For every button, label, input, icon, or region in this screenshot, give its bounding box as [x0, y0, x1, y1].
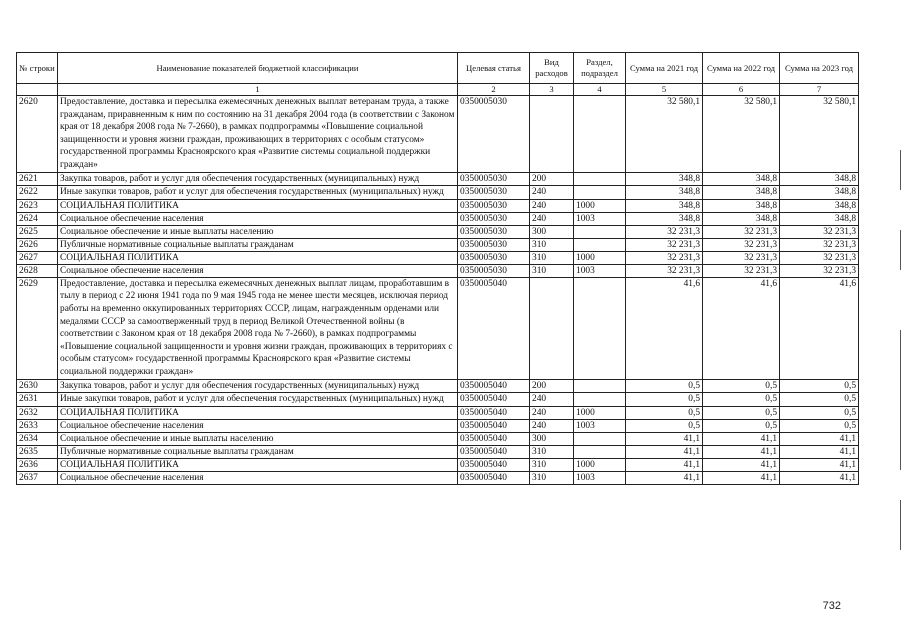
sum-2023-cell: 348,8 — [780, 186, 859, 200]
header-number-blank — [17, 84, 58, 96]
row-number-cell: 2635 — [17, 445, 58, 458]
sum-2021-cell: 41,1 — [626, 445, 703, 458]
target-article-cell: 0350005040 — [458, 277, 530, 379]
sum-2023-cell: 41,1 — [780, 458, 859, 471]
section-cell: 1000 — [574, 406, 626, 419]
sum-2023-cell: 41,1 — [780, 471, 859, 484]
expense-type-cell: 310 — [530, 445, 574, 458]
sum-2021-cell: 41,6 — [626, 277, 703, 379]
row-number-cell: 2636 — [17, 458, 58, 471]
scan-edge-mark — [900, 230, 901, 270]
expense-type-cell: 310 — [530, 458, 574, 471]
section-cell — [574, 432, 626, 445]
section-cell: 1003 — [574, 419, 626, 432]
target-article-cell: 0350005040 — [458, 393, 530, 407]
table-row — [17, 186, 859, 200]
expense-type-cell: 300 — [530, 432, 574, 445]
indicator-name-cell: Публичные нормативные социальные выплаты гражданам — [58, 238, 458, 251]
target-article-cell: 0350005030 — [458, 251, 530, 264]
sum-2021-cell: 0,5 — [626, 379, 703, 393]
table-row — [17, 432, 859, 445]
target-article-cell: 0350005030 — [458, 225, 530, 238]
indicator-name-cell: Социальное обеспечение населения — [58, 264, 458, 277]
indicator-name-cell: СОЦИАЛЬНАЯ ПОЛИТИКА — [58, 251, 458, 264]
expense-type-cell: 240 — [530, 199, 574, 212]
header-number-6: 6 — [703, 84, 780, 96]
header-expense-type: Вид расходов — [530, 53, 574, 84]
sum-2021-cell: 41,1 — [626, 471, 703, 484]
sum-2022-cell: 32 231,3 — [703, 251, 780, 264]
expense-type-cell: 300 — [530, 225, 574, 238]
section-cell: 1003 — [574, 471, 626, 484]
sum-2021-cell: 41,1 — [626, 432, 703, 445]
sum-2022-cell: 348,8 — [703, 186, 780, 200]
target-article-cell: 0350005040 — [458, 471, 530, 484]
header-name: Наименование показателей бюджетной классификации — [58, 53, 458, 84]
target-article-cell: 0350005040 — [458, 458, 530, 471]
indicator-name-cell: Иные закупки товаров, работ и услуг для обеспечения государственных (муниципальных) нужд — [58, 393, 458, 407]
section-cell: 1000 — [574, 199, 626, 212]
sum-2021-cell: 32 231,3 — [626, 264, 703, 277]
section-cell — [574, 186, 626, 200]
scan-edge-mark — [900, 150, 901, 190]
table-row — [17, 212, 859, 225]
indicator-name-cell: СОЦИАЛЬНАЯ ПОЛИТИКА — [58, 406, 458, 419]
table-row — [17, 471, 859, 484]
row-number-cell: 2621 — [17, 172, 58, 186]
sum-2023-cell: 32 231,3 — [780, 238, 859, 251]
indicator-name-cell: Предоставление, доставка и пересылка ежемесячных денежных выплат лицам, проработавшим в тылу в период с 22 июня 1941 года по 9 мая 1945 года не менее шести месяцев, исключая период работы на временно оккупированных территориях СССР, лицам, награжденным орденами или медалями СССР за самоотверженный труд в период Великой Отечественной войны (в соответствии с Законом края от 18 декабря 2008 года № 7-2660), в рамках подпрограммы «Повышение социальной защищенности и уровня жизни граждан, проживающих в территориях с особым статусом» государственной программы Красноярского края «Развитие системы социальной поддержки граждан» — [58, 277, 458, 379]
row-number-cell: 2634 — [17, 432, 58, 445]
row-number-cell: 2628 — [17, 264, 58, 277]
sum-2023-cell: 0,5 — [780, 393, 859, 407]
row-number-cell: 2623 — [17, 199, 58, 212]
header-number-2: 2 — [458, 84, 530, 96]
sum-2023-cell: 0,5 — [780, 379, 859, 393]
target-article-cell: 0350005040 — [458, 432, 530, 445]
header-number-3: 3 — [530, 84, 574, 96]
header-number-7: 7 — [780, 84, 859, 96]
sum-2023-cell: 41,6 — [780, 277, 859, 379]
section-cell — [574, 277, 626, 379]
expense-type-cell: 310 — [530, 251, 574, 264]
sum-2023-cell: 41,1 — [780, 445, 859, 458]
sum-2022-cell: 41,1 — [703, 471, 780, 484]
sum-2023-cell: 348,8 — [780, 212, 859, 225]
row-number-cell: 2632 — [17, 406, 58, 419]
expense-type-cell — [530, 96, 574, 173]
table-row — [17, 419, 859, 432]
expense-type-cell: 240 — [530, 419, 574, 432]
indicator-name-cell: Публичные нормативные социальные выплаты гражданам — [58, 445, 458, 458]
expense-type-cell: 200 — [530, 172, 574, 186]
table-header — [17, 53, 859, 96]
section-cell — [574, 445, 626, 458]
sum-2023-cell: 32 231,3 — [780, 251, 859, 264]
row-number-cell: 2630 — [17, 379, 58, 393]
row-number-cell: 2624 — [17, 212, 58, 225]
expense-type-cell: 240 — [530, 393, 574, 407]
sum-2022-cell: 0,5 — [703, 406, 780, 419]
sum-2022-cell: 0,5 — [703, 393, 780, 407]
page-number: 732 — [822, 600, 841, 612]
expense-type-cell: 310 — [530, 264, 574, 277]
header-number-5: 5 — [626, 84, 703, 96]
row-number-cell: 2622 — [17, 186, 58, 200]
indicator-name-cell: Социальное обеспечение населения — [58, 419, 458, 432]
indicator-name-cell: Социальное обеспечение населения — [58, 212, 458, 225]
table-row — [17, 172, 859, 186]
sum-2021-cell: 32 580,1 — [626, 96, 703, 173]
indicator-name-cell: СОЦИАЛЬНАЯ ПОЛИТИКА — [58, 199, 458, 212]
header-sum-2022: Сумма на 2022 год — [703, 53, 780, 84]
sum-2023-cell: 348,8 — [780, 172, 859, 186]
table-body — [17, 96, 859, 485]
sum-2021-cell: 32 231,3 — [626, 225, 703, 238]
table-row — [17, 277, 859, 379]
sum-2022-cell: 41,6 — [703, 277, 780, 379]
sum-2021-cell: 348,8 — [626, 199, 703, 212]
sum-2022-cell: 32 231,3 — [703, 225, 780, 238]
budget-table — [16, 52, 859, 485]
expense-type-cell: 310 — [530, 238, 574, 251]
table-row — [17, 225, 859, 238]
indicator-name-cell: Закупка товаров, работ и услуг для обеспечения государственных (муниципальных) нужд — [58, 172, 458, 186]
header-section: Раздел, подраздел — [574, 53, 626, 84]
target-article-cell: 0350005040 — [458, 445, 530, 458]
target-article-cell: 0350005040 — [458, 419, 530, 432]
sum-2021-cell: 0,5 — [626, 393, 703, 407]
sum-2023-cell: 0,5 — [780, 406, 859, 419]
table-row — [17, 251, 859, 264]
sum-2021-cell: 32 231,3 — [626, 251, 703, 264]
section-cell — [574, 225, 626, 238]
sum-2023-cell: 32 231,3 — [780, 264, 859, 277]
expense-type-cell — [530, 277, 574, 379]
sum-2021-cell: 41,1 — [626, 458, 703, 471]
row-number-cell: 2633 — [17, 419, 58, 432]
target-article-cell: 0350005040 — [458, 379, 530, 393]
sum-2023-cell: 32 580,1 — [780, 96, 859, 173]
target-article-cell: 0350005030 — [458, 264, 530, 277]
sum-2022-cell: 32 231,3 — [703, 238, 780, 251]
sum-2021-cell: 348,8 — [626, 172, 703, 186]
target-article-cell: 0350005030 — [458, 186, 530, 200]
sum-2022-cell: 41,1 — [703, 445, 780, 458]
header-target: Целевая статья — [458, 53, 530, 84]
section-cell — [574, 238, 626, 251]
sum-2022-cell: 41,1 — [703, 458, 780, 471]
sum-2022-cell: 32 580,1 — [703, 96, 780, 173]
row-number-cell: 2631 — [17, 393, 58, 407]
row-number-cell: 2627 — [17, 251, 58, 264]
header-sum-2021: Сумма на 2021 год — [626, 53, 703, 84]
sum-2022-cell: 348,8 — [703, 172, 780, 186]
section-cell — [574, 96, 626, 173]
target-article-cell: 0350005030 — [458, 96, 530, 173]
expense-type-cell: 310 — [530, 471, 574, 484]
sum-2022-cell: 348,8 — [703, 212, 780, 225]
sum-2023-cell: 0,5 — [780, 419, 859, 432]
table-row — [17, 379, 859, 393]
target-article-cell: 0350005030 — [458, 172, 530, 186]
indicator-name-cell: Социальное обеспечение и иные выплаты населению — [58, 432, 458, 445]
target-article-cell: 0350005030 — [458, 212, 530, 225]
indicator-name-cell: СОЦИАЛЬНАЯ ПОЛИТИКА — [58, 458, 458, 471]
header-number-1: 1 — [58, 84, 458, 96]
indicator-name-cell: Закупка товаров, работ и услуг для обеспечения государственных (муниципальных) нужд — [58, 379, 458, 393]
section-cell: 1003 — [574, 212, 626, 225]
section-cell: 1000 — [574, 251, 626, 264]
sum-2021-cell: 32 231,3 — [626, 238, 703, 251]
header-row-no: № строки — [17, 53, 58, 84]
row-number-cell: 2620 — [17, 96, 58, 173]
sum-2022-cell: 348,8 — [703, 199, 780, 212]
section-cell — [574, 393, 626, 407]
expense-type-cell: 240 — [530, 406, 574, 419]
sum-2021-cell: 0,5 — [626, 419, 703, 432]
table-row — [17, 264, 859, 277]
sum-2022-cell: 0,5 — [703, 419, 780, 432]
section-cell: 1000 — [574, 458, 626, 471]
sum-2022-cell: 0,5 — [703, 379, 780, 393]
sum-2022-cell: 41,1 — [703, 432, 780, 445]
sum-2023-cell: 41,1 — [780, 432, 859, 445]
sum-2023-cell: 32 231,3 — [780, 225, 859, 238]
scan-edge-mark — [900, 500, 901, 550]
table-row — [17, 458, 859, 471]
row-number-cell: 2626 — [17, 238, 58, 251]
header-number-4: 4 — [574, 84, 626, 96]
sum-2021-cell: 348,8 — [626, 186, 703, 200]
indicator-name-cell: Иные закупки товаров, работ и услуг для обеспечения государственных (муниципальных) нужд — [58, 186, 458, 200]
row-number-cell: 2629 — [17, 277, 58, 379]
table-row — [17, 199, 859, 212]
sum-2022-cell: 32 231,3 — [703, 264, 780, 277]
table-row — [17, 445, 859, 458]
table-row — [17, 238, 859, 251]
target-article-cell: 0350005030 — [458, 199, 530, 212]
sum-2021-cell: 348,8 — [626, 212, 703, 225]
target-article-cell: 0350005030 — [458, 238, 530, 251]
scan-edge-mark — [900, 330, 901, 470]
expense-type-cell: 240 — [530, 212, 574, 225]
indicator-name-cell: Социальное обеспечение населения — [58, 471, 458, 484]
indicator-name-cell: Предоставление, доставка и пересылка ежемесячных денежных выплат ветеранам труда, а также гражданам, приравненным к ним по состоянию на 31 декабря 2004 года (в соответствии с Законом края от 18 декабря 2008 года № 7-2660), в рамках подпрограммы «Повышение социальной защищенности и уровня жизни граждан, проживающих в территориях с особым статусом» государственной программы Красноярского края «Развитие системы социальной поддержки граждан» — [58, 96, 458, 173]
table-row — [17, 96, 859, 173]
row-number-cell: 2625 — [17, 225, 58, 238]
expense-type-cell: 240 — [530, 186, 574, 200]
row-number-cell: 2637 — [17, 471, 58, 484]
section-cell: 1003 — [574, 264, 626, 277]
header-sum-2023: Сумма на 2023 год — [780, 53, 859, 84]
sum-2021-cell: 0,5 — [626, 406, 703, 419]
section-cell — [574, 172, 626, 186]
expense-type-cell: 200 — [530, 379, 574, 393]
table-row — [17, 393, 859, 407]
sum-2023-cell: 348,8 — [780, 199, 859, 212]
table-row — [17, 406, 859, 419]
indicator-name-cell: Социальное обеспечение и иные выплаты населению — [58, 225, 458, 238]
section-cell — [574, 379, 626, 393]
target-article-cell: 0350005040 — [458, 406, 530, 419]
